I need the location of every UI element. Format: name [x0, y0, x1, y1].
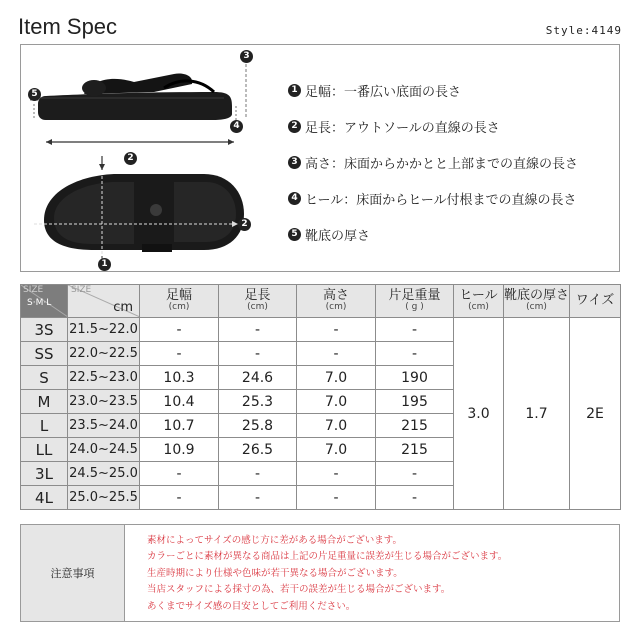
notes-panel: [20, 524, 620, 622]
corner-size-sml: SIZE S·M·L: [21, 285, 68, 318]
height-cell: -: [297, 462, 376, 486]
notes-heading: 注意事項: [21, 525, 125, 621]
width-cell: 10.9: [140, 438, 219, 462]
wise-cell: 2E: [570, 318, 621, 510]
legend-item: [288, 144, 618, 180]
width-cell: 10.3: [140, 366, 219, 390]
column-header: 高さ (cm): [297, 285, 376, 318]
width-cell: -: [140, 318, 219, 342]
width-cell: -: [140, 342, 219, 366]
length-cell: 25.3: [219, 390, 297, 414]
notes-body: [125, 525, 507, 621]
legend-text: 足幅：一番広い底面の長さ: [305, 84, 462, 100]
size-label: SS: [21, 342, 68, 366]
size-range: 22.5~23.0: [68, 366, 140, 390]
badge-5: 5: [28, 88, 41, 101]
sole-cell: 1.7: [504, 318, 570, 510]
column-header: 靴底の厚さ (cm): [504, 285, 570, 318]
note-line: 素材によってサイズの感じ方に差がある場合がございます。: [147, 535, 402, 546]
weight-cell: -: [376, 486, 454, 510]
number-icon: 4: [288, 192, 301, 205]
length-cell: 24.6: [219, 366, 297, 390]
weight-cell: 215: [376, 414, 454, 438]
size-range: 24.0~24.5: [68, 438, 140, 462]
height-cell: -: [297, 318, 376, 342]
size-range: 21.5~22.0: [68, 318, 140, 342]
size-label: 3L: [21, 462, 68, 486]
column-header: 足幅 (cm): [140, 285, 219, 318]
note-line: 当店スタッフによる採寸の為、若干の誤差が生じる場合がございます。: [147, 584, 451, 596]
number-icon: 2: [288, 120, 301, 133]
height-cell: 7.0: [297, 438, 376, 462]
heel-cell: 3.0: [454, 318, 504, 510]
note-line: カラーごとに素材が異なる商品は上記の片足重量に誤差が生じる場合がございます。: [147, 551, 508, 563]
sandal-diagram: [24, 48, 264, 268]
size-range: 25.0~25.5: [68, 486, 140, 510]
size-range: 22.0~22.5: [68, 342, 140, 366]
weight-cell: -: [376, 462, 454, 486]
weight-cell: -: [376, 342, 454, 366]
size-label: M: [21, 390, 68, 414]
length-cell: -: [219, 342, 297, 366]
size-label: L: [21, 414, 68, 438]
weight-cell: 195: [376, 390, 454, 414]
legend-text: ヒール：床面からヒール付根までの直線の長さ: [305, 192, 577, 208]
size-label: LL: [21, 438, 68, 462]
width-cell: 10.4: [140, 390, 219, 414]
size-label: 4L: [21, 486, 68, 510]
length-cell: 25.8: [219, 414, 297, 438]
size-range: 24.5~25.0: [68, 462, 140, 486]
length-cell: -: [219, 318, 297, 342]
page-title: Item Spec: [18, 14, 118, 39]
note-line: 生産時期により仕様や色味が若干異なる場合がございます。: [147, 567, 403, 579]
corner-size-cm: SIZE cm: [68, 285, 140, 318]
number-icon: 1: [288, 84, 301, 97]
legend-item: [288, 180, 618, 216]
height-cell: 7.0: [297, 366, 376, 390]
size-range: 23.0~23.5: [68, 390, 140, 414]
column-header: ワイズ: [570, 285, 621, 318]
column-header: 片足重量 ( g ): [376, 285, 454, 318]
width-cell: 10.7: [140, 414, 219, 438]
legend-item: [288, 72, 618, 108]
size-range: 23.5~24.0: [68, 414, 140, 438]
sandal-sole-view: [44, 174, 244, 252]
legend-item: [288, 108, 618, 144]
table-row: [21, 318, 621, 342]
weight-cell: -: [376, 318, 454, 342]
badge-1: 1: [98, 258, 111, 271]
height-cell: -: [297, 342, 376, 366]
length-cell: -: [219, 462, 297, 486]
number-icon: 5: [288, 228, 301, 241]
style-code: Style:4149: [545, 24, 622, 37]
legend-text: 靴底の厚さ: [305, 228, 371, 244]
size-table: [20, 284, 621, 510]
legend-item: [288, 216, 618, 252]
width-cell: -: [140, 462, 219, 486]
number-icon: 3: [288, 156, 301, 169]
size-label: S: [21, 366, 68, 390]
badge-2-width: 2: [238, 218, 251, 231]
length-cell: 26.5: [219, 438, 297, 462]
height-cell: -: [297, 486, 376, 510]
badge-2-length: 2: [124, 152, 137, 165]
column-header: ヒール (cm): [454, 285, 504, 318]
length-cell: -: [219, 486, 297, 510]
table-header-row: [21, 285, 621, 318]
measurement-legend: [288, 72, 618, 252]
weight-cell: 190: [376, 366, 454, 390]
legend-text: 高さ：床面からかかとと上部までの直線の長さ: [305, 156, 579, 172]
column-header: 足長 (cm): [219, 285, 297, 318]
badge-4: 4: [230, 120, 243, 133]
legend-text: 足長：アウトソールの直線の長さ: [305, 120, 500, 136]
note-line: あくまでサイズ感の目安としてご利用ください。: [147, 600, 356, 612]
sandal-side-view: [38, 73, 232, 120]
size-label: 3S: [21, 318, 68, 342]
width-cell: -: [140, 486, 219, 510]
weight-cell: 215: [376, 438, 454, 462]
height-cell: 7.0: [297, 414, 376, 438]
height-cell: 7.0: [297, 390, 376, 414]
badge-3: 3: [240, 50, 253, 63]
